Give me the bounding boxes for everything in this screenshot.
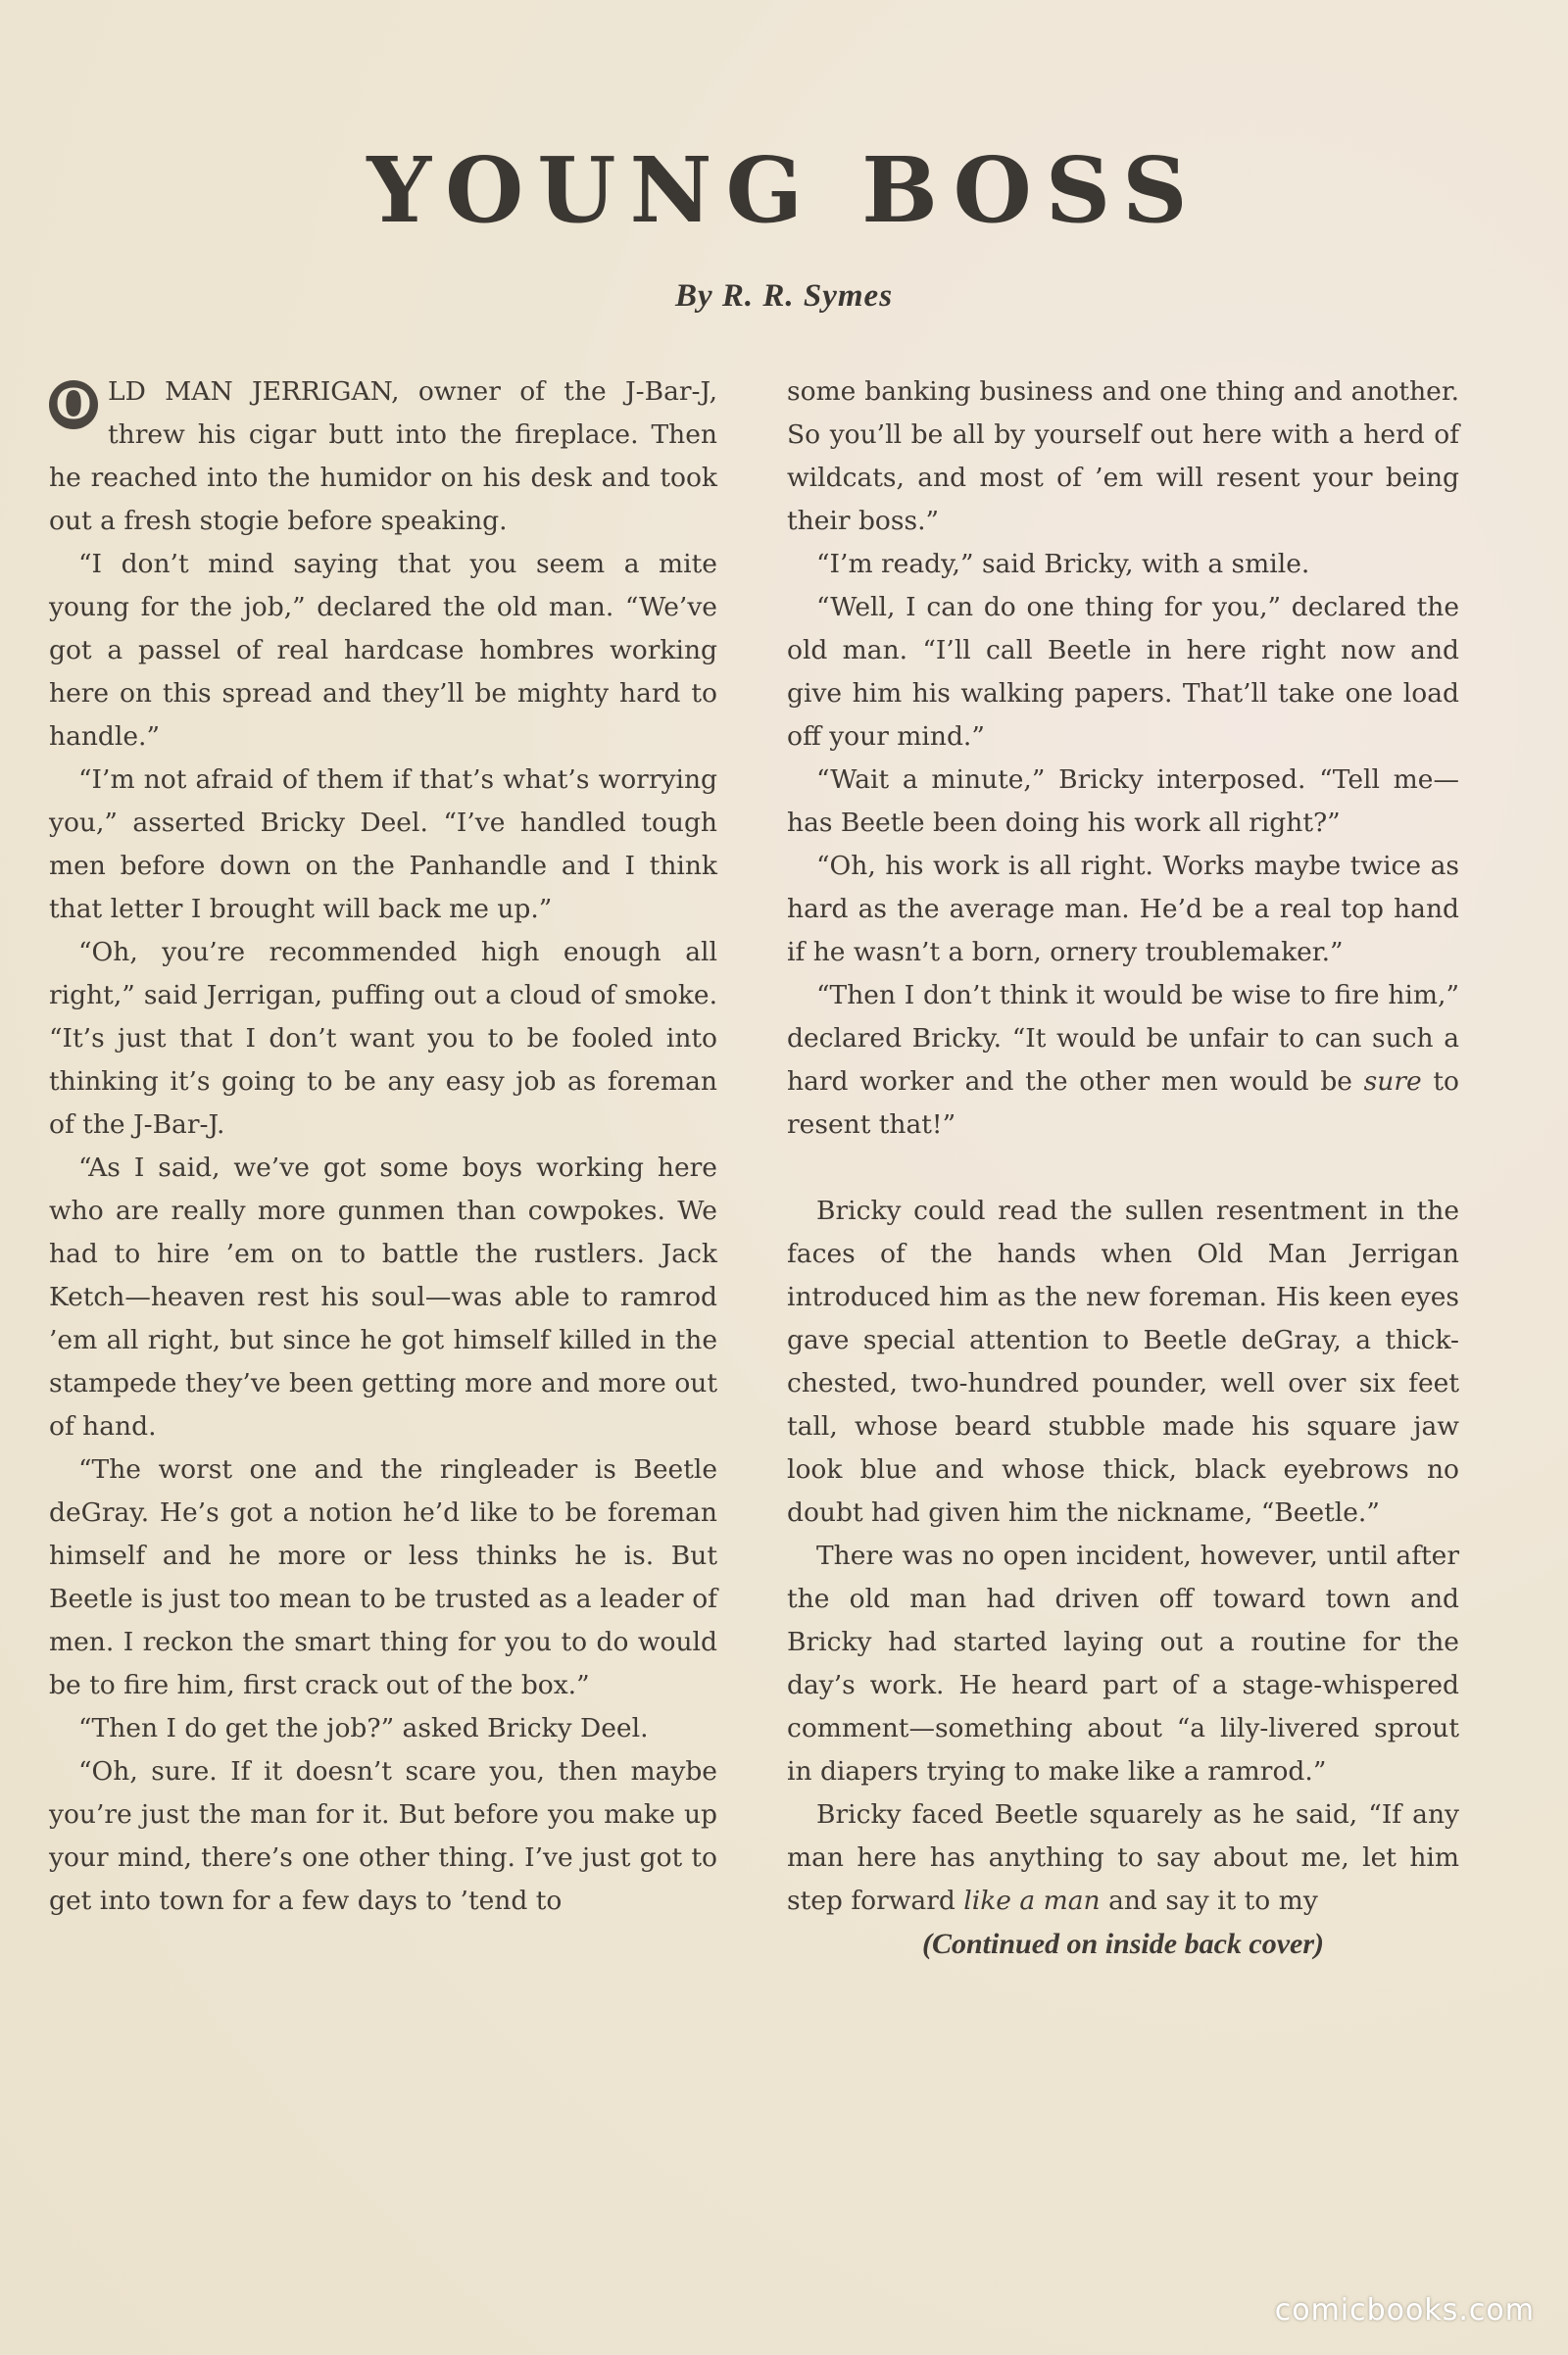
paragraph: “I’m ready,” said Bricky, with a smile. [816, 549, 1310, 579]
section-break [787, 1147, 1459, 1190]
left-column [49, 370, 717, 1923]
drop-cap: O [49, 380, 98, 429]
paragraph: “Well, I can do one thing for you,” declared the old man. “I’ll call Beetle in here right now and give him his walking papers. That’ll take one load off your mind.” [787, 592, 1459, 752]
right-column [787, 370, 1459, 1966]
paragraph: “I don’t mind saying that you seem a mite young for the job,” declared the old man. “We’ve got a passel of real hardcase hombres working here on this spread and they’ll be mighty hard to handle.” [49, 549, 717, 752]
paragraph: “Oh, you’re recommended high enough all right,” said Jerrigan, puffing out a cloud of smoke. “It’s just that I don’t want you to be fooled into thinking it’s going to be any easy job as foreman of the J-Bar-J. [49, 937, 717, 1140]
paragraph: “Wait a minute,” Bricky interposed. “Tell me—has Beetle been doing his work all right?” [787, 764, 1459, 838]
paragraph: “As I said, we’ve got some boys working here who are really more gunmen than cowpokes. We had to hire ’em on to battle the rustlers. Jack Ketch—heaven rest his soul—was able to ramrod ’em all right, but since he got himself killed in the stampede they’ve been getting more and more out of hand. [49, 1153, 717, 1442]
paragraph: “Then I don’t think it would be wise to fire him,” declared Bricky. “It would be unfair to can such a hard worker and the other men would be sure to resent that!” [787, 980, 1459, 1140]
paragraph: There was no open incident, however, until after the old man had driven off toward town and Bricky had started laying out a routine for the day’s work. He heard part of a stage-whispered comment—something about “a lily-livered sprout in diapers trying to make like a ramrod.” [787, 1541, 1459, 1787]
byline: By R. R. Symes [674, 278, 894, 314]
paragraph: O LD MAN JERRIGAN, owner of the J-Bar-J, threw his cigar butt into the fireplace. Then he reached into the humidor on his desk and took out a fresh stogie before speaking. [49, 376, 717, 536]
paragraph: “The worst one and the ringleader is Beetle deGray. He’s got a notion he’d like to be foreman himself and he more or less thinks he is. But Beetle is just too mean to be trusted as a leader of men. I reckon the smart thing for you to do would be to fire him, first crack out of the box.” [49, 1454, 717, 1700]
story-title: YOUNG BOSS [367, 137, 1201, 243]
paragraph: some banking business and one thing and another. So you’ll be all by yourself out here with a herd of wildcats, and most of ’em will resent your being their boss.” [787, 376, 1459, 536]
site-watermark: comicbooks.com [1274, 2293, 1535, 2328]
paragraph: “Oh, sure. If it doesn’t scare you, then maybe you’re just the man for it. But before you make up your mind, there’s one other thing. I’ve just got to get into town for a few days to ’tend to [49, 1756, 717, 1916]
continued-note: (Continued on inside back cover) [922, 1928, 1324, 1960]
paragraph: “Then I do get the job?” asked Bricky Deel. [78, 1713, 649, 1743]
paragraph: “I’m not afraid of them if that’s what’s worrying you,” asserted Bricky Deel. “I’ve handled tough men before down on the Panhandle and I think that letter I brought will back me up.” [49, 764, 717, 924]
paragraph: Bricky could read the sullen resentment in the faces of the hands when Old Man Jerrigan introduced him as the new foreman. His keen eyes gave special attention to Beetle deGray, a thick-chested, two-hundred pounder, well over six feet tall, whose beard stubble made his square jaw look blue and whose thick, black eyebrows no doubt had given him the nickname, “Beetle.” [787, 1196, 1459, 1528]
paragraph: Bricky faced Beetle squarely as he said, “If any man here has anything to say about me, let him step forward like a man and say it to my [787, 1799, 1459, 1916]
paragraph: “Oh, his work is all right. Works maybe twice as hard as the average man. He’d be a real top hand if he wasn’t a born, ornery troublemaker.” [787, 851, 1459, 967]
